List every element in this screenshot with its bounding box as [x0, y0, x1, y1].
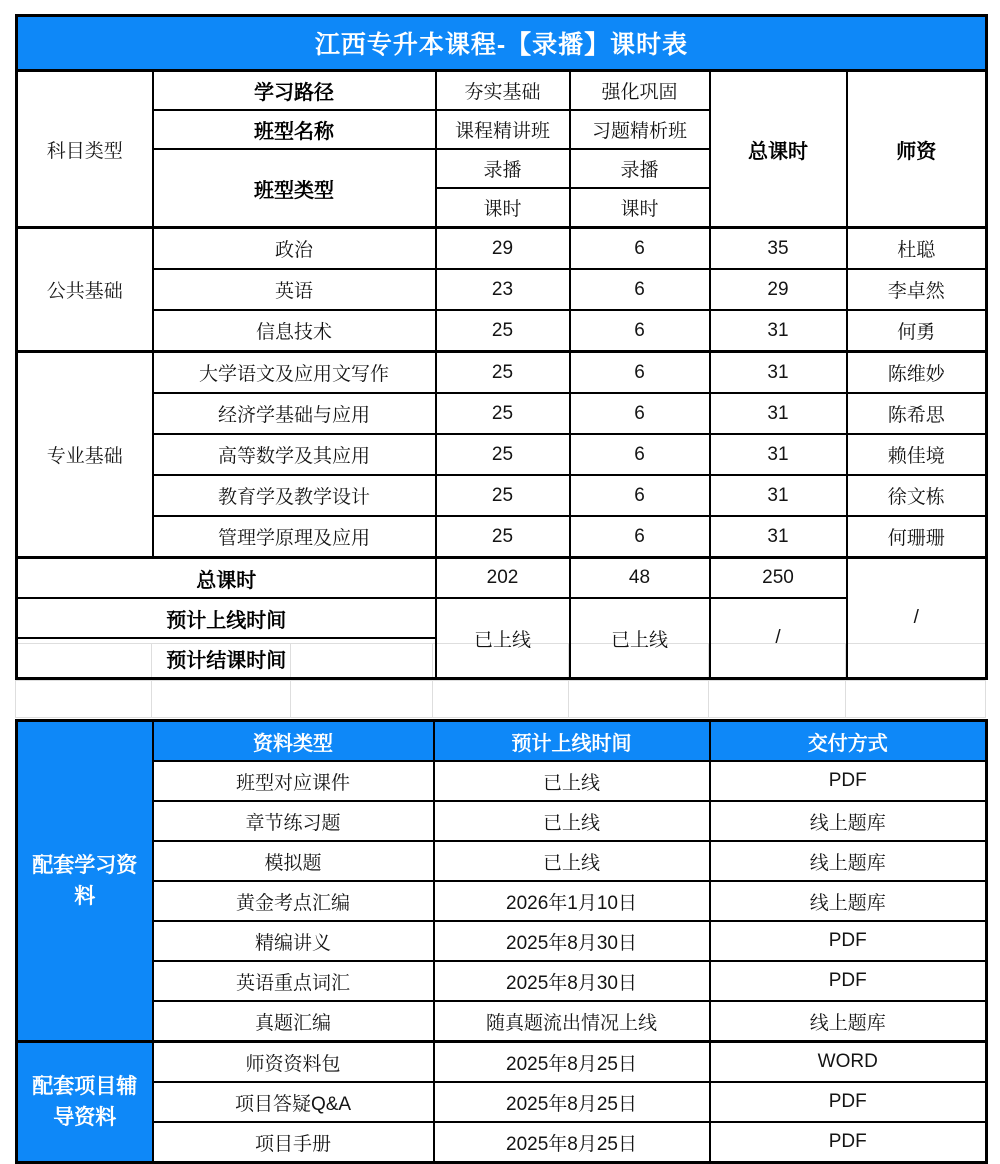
- delivery-header: 交付方式: [710, 721, 987, 762]
- schedule-row: [17, 393, 987, 434]
- course-schedule-table: [15, 14, 988, 680]
- strengthen-hours-cell: 6: [570, 310, 710, 352]
- material-type-cell: 师资资料包: [153, 1042, 434, 1083]
- material-row: [17, 921, 987, 961]
- basic-hours-cell: 25: [436, 352, 570, 394]
- total-hours-cell: 31: [710, 434, 847, 475]
- subject-cell: 高等数学及其应用: [153, 434, 436, 475]
- basic-hours-cell: 23: [436, 269, 570, 310]
- material-row: [17, 961, 987, 1001]
- material-type-cell: 章节练习题: [153, 801, 434, 841]
- class-strengthen-header: 习题精析班: [570, 110, 710, 149]
- class-basic-header: 课程精讲班: [436, 110, 570, 149]
- materials-header-row: [17, 721, 987, 762]
- teacher-cell: 何勇: [847, 310, 987, 352]
- material-delivery-cell: WORD: [710, 1042, 987, 1083]
- teacher-cell: 徐文栋: [847, 475, 987, 516]
- empty-cell: [846, 681, 986, 718]
- total-hours-cell: 29: [710, 269, 847, 310]
- strengthen-hours-cell: 6: [570, 475, 710, 516]
- strengthen-hours-cell: 6: [570, 393, 710, 434]
- material-delivery-cell: 线上题库: [710, 1001, 987, 1042]
- material-delivery-cell: 线上题库: [710, 841, 987, 881]
- material-time-cell: 2025年8月30日: [434, 961, 710, 1001]
- material-row: [17, 801, 987, 841]
- materials-group-label-cell: 配套学习资料: [17, 721, 153, 1042]
- empty-cell: [433, 681, 569, 718]
- schedule-row: [17, 475, 987, 516]
- online-time-header: 预计上线时间: [434, 721, 710, 762]
- teacher-header: 师资: [847, 71, 987, 228]
- subject-cell: 大学语文及应用文写作: [153, 352, 436, 394]
- teacher-cell: 何珊珊: [847, 516, 987, 558]
- strengthen-hours-cell: 6: [570, 228, 710, 270]
- material-delivery-cell: PDF: [710, 761, 987, 801]
- schedule-row: [17, 269, 987, 310]
- material-time-cell: 2025年8月30日: [434, 921, 710, 961]
- material-type-cell: 班型对应课件: [153, 761, 434, 801]
- strengthen-hours-cell: 6: [570, 269, 710, 310]
- material-delivery-cell: PDF: [710, 921, 987, 961]
- teacher-cell: 赖佳境: [847, 434, 987, 475]
- end-time-label-cell: 预计结课时间: [17, 638, 436, 679]
- subject-cell: 管理学原理及应用: [153, 516, 436, 558]
- total-placeholder-cell: /: [710, 598, 847, 679]
- materials-group-label-cell: 配套项目辅导资料: [17, 1042, 153, 1163]
- subject-cell: 英语: [153, 269, 436, 310]
- material-time-cell: 已上线: [434, 761, 710, 801]
- basic-hours-cell: 29: [436, 228, 570, 270]
- schedule-row: [17, 310, 987, 352]
- material-type-cell: 黄金考点汇编: [153, 881, 434, 921]
- empty-cell: [291, 681, 433, 718]
- material-row: [17, 1042, 987, 1083]
- material-row: [17, 841, 987, 881]
- empty-cell: [709, 681, 846, 718]
- strengthen-total-cell: 48: [570, 558, 710, 599]
- material-type-cell: 模拟题: [153, 841, 434, 881]
- page-title: 江西专升本课程-【录播】课时表: [17, 16, 987, 71]
- overall-total-cell: 250: [710, 558, 847, 599]
- material-type-cell: 项目答疑Q&A: [153, 1082, 434, 1122]
- empty-row: [16, 681, 986, 718]
- total-hours-header: 总课时: [710, 71, 847, 228]
- basic-hours-cell: 25: [436, 475, 570, 516]
- strengthen-hours-cell: 6: [570, 352, 710, 394]
- material-time-cell: 随真题流出情况上线: [434, 1001, 710, 1042]
- empty-cell: [152, 681, 291, 718]
- material-time-cell: 2026年1月10日: [434, 881, 710, 921]
- schedule-row: [17, 516, 987, 558]
- material-time-cell: 2025年8月25日: [434, 1122, 710, 1163]
- empty-cell: [569, 681, 709, 718]
- summary-row: [17, 558, 987, 599]
- hours-basic-header: 课时: [436, 188, 570, 228]
- basic-online-cell: 已上线: [436, 598, 570, 679]
- total-label-cell: 总课时: [17, 558, 436, 599]
- total-hours-cell: 31: [710, 310, 847, 352]
- basic-hours-cell: 25: [436, 310, 570, 352]
- subject-cell: 经济学基础与应用: [153, 393, 436, 434]
- basic-total-cell: 202: [436, 558, 570, 599]
- total-hours-cell: 31: [710, 352, 847, 394]
- path-strengthen-header: 强化巩固: [570, 71, 710, 111]
- material-type-cell: 英语重点词汇: [153, 961, 434, 1001]
- hours-strengthen-header: 课时: [570, 188, 710, 228]
- subject-cell: 政治: [153, 228, 436, 270]
- material-row: [17, 1082, 987, 1122]
- subject-cell: 信息技术: [153, 310, 436, 352]
- material-row: [17, 881, 987, 921]
- material-row: [17, 1001, 987, 1042]
- material-time-cell: 2025年8月25日: [434, 1082, 710, 1122]
- subject-cell: 教育学及教学设计: [153, 475, 436, 516]
- material-row: [17, 1122, 987, 1163]
- schedule-row: [17, 352, 987, 394]
- schedule-row: [17, 434, 987, 475]
- section-label-cell: 公共基础: [17, 228, 153, 352]
- material-time-cell: 已上线: [434, 801, 710, 841]
- material-type-header: 资料类型: [153, 721, 434, 762]
- teacher-cell: 李卓然: [847, 269, 987, 310]
- material-type-cell: 真题汇编: [153, 1001, 434, 1042]
- basic-hours-cell: 25: [436, 434, 570, 475]
- strengthen-hours-cell: 6: [570, 516, 710, 558]
- header-row: [17, 71, 987, 111]
- material-delivery-cell: PDF: [710, 961, 987, 1001]
- material-time-cell: 2025年8月25日: [434, 1042, 710, 1083]
- teacher-placeholder-cell: /: [847, 558, 987, 679]
- learning-path-header: 学习路径: [153, 71, 436, 111]
- material-delivery-cell: 线上题库: [710, 801, 987, 841]
- basic-hours-cell: 25: [436, 516, 570, 558]
- mode-strengthen-header: 录播: [570, 149, 710, 188]
- basic-hours-cell: 25: [436, 393, 570, 434]
- materials-table: [15, 719, 988, 1164]
- section-label-cell: 专业基础: [17, 352, 153, 558]
- material-delivery-cell: 线上题库: [710, 881, 987, 921]
- class-name-header: 班型名称: [153, 110, 436, 149]
- table-title-row: [17, 16, 987, 71]
- total-hours-cell: 31: [710, 516, 847, 558]
- path-basic-header: 夯实基础: [436, 71, 570, 111]
- total-hours-cell: 31: [710, 475, 847, 516]
- strengthen-online-cell: 已上线: [570, 598, 710, 679]
- material-row: [17, 761, 987, 801]
- subject-type-header: 科目类型: [17, 71, 153, 228]
- total-hours-cell: 31: [710, 393, 847, 434]
- mode-basic-header: 录播: [436, 149, 570, 188]
- material-type-cell: 精编讲义: [153, 921, 434, 961]
- material-time-cell: 已上线: [434, 841, 710, 881]
- class-type-header: 班型类型: [153, 149, 436, 228]
- summary-row: [17, 598, 987, 638]
- teacher-cell: 杜聪: [847, 228, 987, 270]
- teacher-cell: 陈维妙: [847, 352, 987, 394]
- teacher-cell: 陈希思: [847, 393, 987, 434]
- total-hours-cell: 35: [710, 228, 847, 270]
- material-delivery-cell: PDF: [710, 1082, 987, 1122]
- online-time-label-cell: 预计上线时间: [17, 598, 436, 638]
- material-type-cell: 项目手册: [153, 1122, 434, 1163]
- empty-cell: [16, 681, 152, 718]
- schedule-row: [17, 228, 987, 270]
- strengthen-hours-cell: 6: [570, 434, 710, 475]
- material-delivery-cell: PDF: [710, 1122, 987, 1163]
